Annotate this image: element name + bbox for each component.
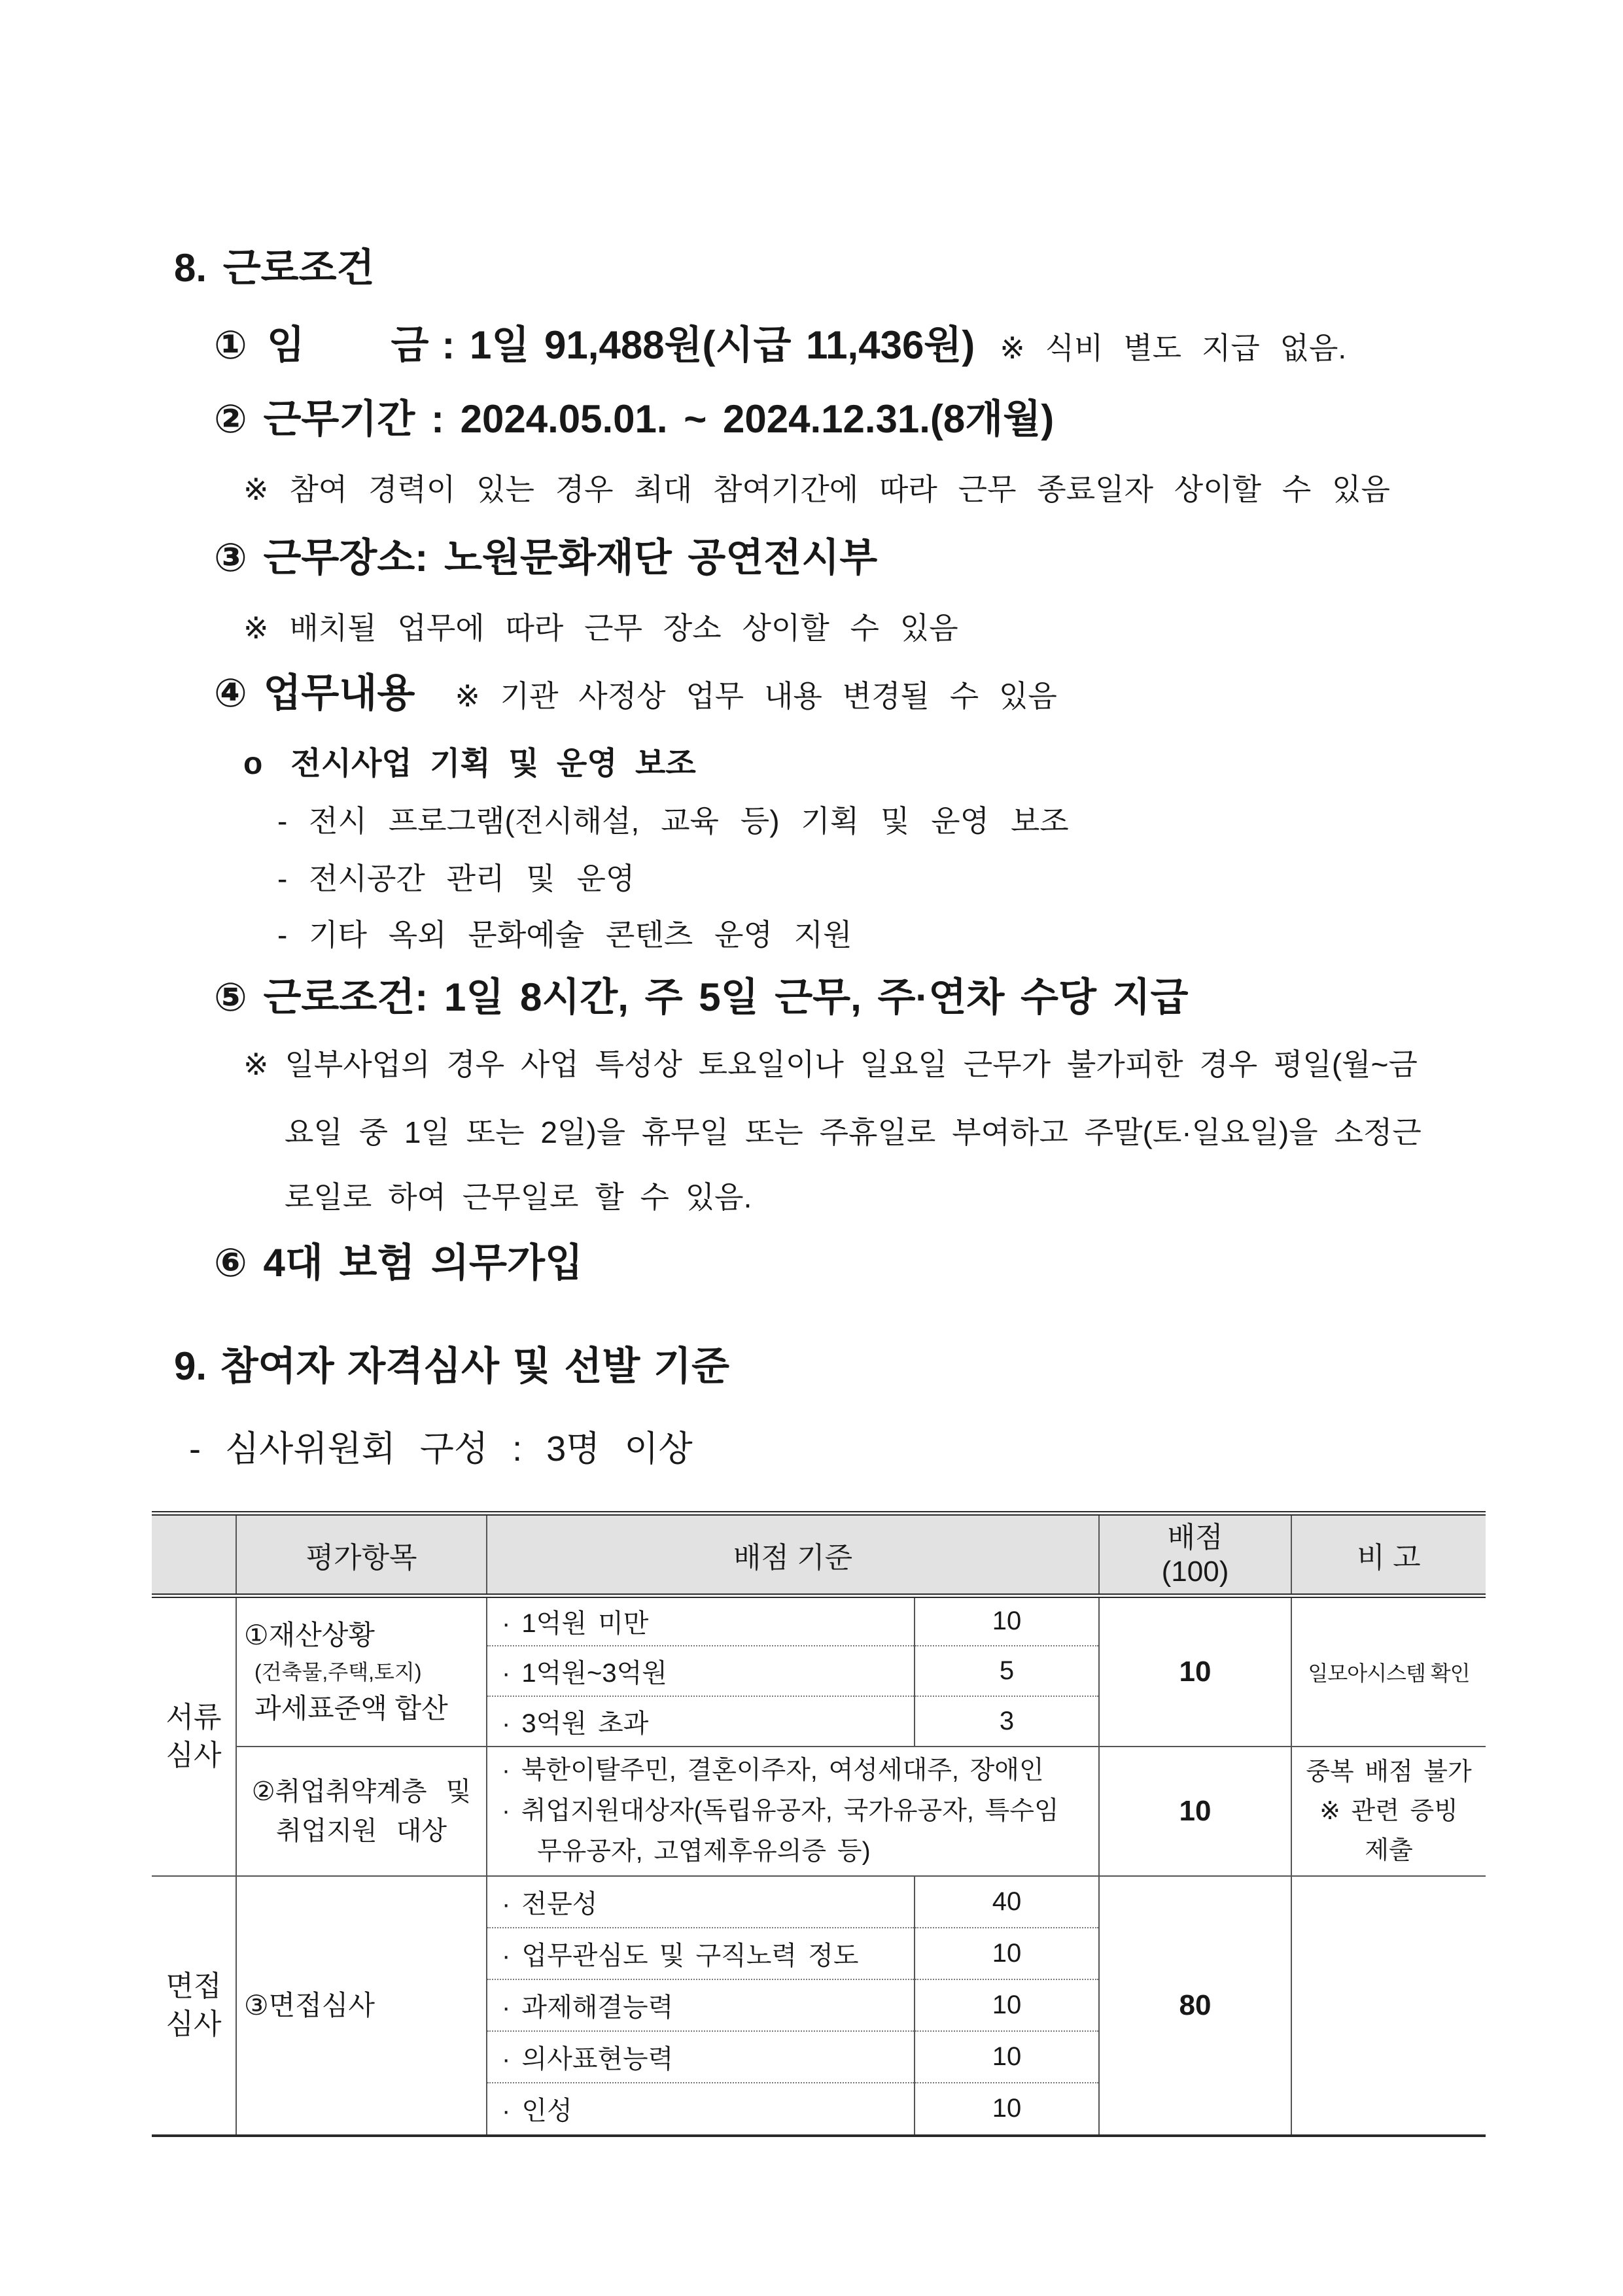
committee-line: - 심사위원회 구성 : 3명 이상 [189, 1429, 693, 1469]
duties-label: ④ 업무내용 [214, 671, 415, 715]
score-interview: 80 [1099, 1876, 1291, 2136]
item-line: (건축물,주택,토지) [254, 1660, 422, 1684]
duties-category-text: 전시사업 기획 및 운영 보조 [290, 746, 696, 781]
stage-label-line: 서류 [166, 1701, 222, 1733]
header-criteria: 배점 기준 [487, 1514, 1099, 1596]
stage-label-line: 심사 [166, 1739, 222, 1771]
criteria-vulnerable [487, 1747, 1099, 1876]
points-cell: 40 [915, 1876, 1099, 1928]
header-remarks: 비 고 [1291, 1514, 1486, 1596]
points-cell: 10 [915, 1979, 1099, 2031]
hours-note-line: ※ 일부사업의 경우 사업 특성상 토요일이나 일요일 근무가 불가피한 경우 평일(월~금 [243, 1047, 1418, 1081]
location-line: ③ 근무장소: 노원문화재단 공연전시부 [214, 536, 878, 580]
points-cell: 10 [915, 2083, 1099, 2136]
criteria-cell: · 인성 [487, 2083, 915, 2136]
wage-line [214, 322, 1346, 369]
item-vulnerable [236, 1747, 487, 1876]
section8-title: 8. 근로조건 [174, 246, 375, 290]
period-note: ※ 참여 경력이 있는 경우 최대 참여기간에 따라 근무 종료일자 상이할 수 있음 [243, 472, 1390, 506]
wage-value: : 1일 91,488원(시급 11,436원) [442, 323, 975, 367]
stage-label-line: 심사 [166, 2008, 222, 2040]
points-cell: 10 [915, 1596, 1099, 1646]
header-score-total: (100) [1161, 1555, 1229, 1588]
hours-note-line: 요일 중 1일 또는 2일)을 휴무일 또는 주휴일로 부여하고 주말(토·일요일)을 소정근 [285, 1115, 1422, 1149]
remarks-line: ※ 관련 증빙 [1319, 1797, 1458, 1825]
score-vulnerable: 10 [1099, 1747, 1291, 1876]
score-property: 10 [1099, 1596, 1291, 1747]
criteria-line: · 취업지원대상자(독립유공자, 국가유공자, 특수임 [502, 1796, 1059, 1825]
criteria-line: 무유공자, 고엽제후유의증 등) [537, 1837, 871, 1866]
wage-marker: ① [214, 323, 247, 367]
criteria-cell: · 과제해결능력 [487, 1979, 915, 2031]
insurance-line: ⑥ 4대 보험 의무가입 [214, 1241, 583, 1285]
points-cell: 3 [915, 1696, 1099, 1747]
item-line: ②취업취약계층 및 [251, 1777, 472, 1806]
points-cell: 10 [915, 2031, 1099, 2083]
hours-line: ⑤ 근로조건: 1일 8시간, 주 5일 근무, 주·연차 수당 지급 [214, 975, 1189, 1019]
duties-category [243, 745, 696, 783]
criteria-cell: · 의사표현능력 [487, 2031, 915, 2083]
table-row [152, 1596, 1486, 1646]
stage-label-line: 면접 [166, 1970, 222, 2002]
circle-bullet-icon: o [243, 746, 263, 781]
table-header-row [152, 1514, 1486, 1596]
remarks-vulnerable [1291, 1747, 1486, 1876]
duties-line [214, 670, 1057, 717]
wage-note: ※ 식비 별도 지급 없음. [1000, 331, 1347, 365]
criteria-cell: · 전문성 [487, 1876, 915, 1928]
location-note: ※ 배치될 업무에 따라 근무 장소 상이할 수 있음 [243, 611, 958, 645]
points-cell: 10 [915, 1928, 1099, 1979]
criteria-cell: · 업무관심도 및 구직노력 정도 [487, 1928, 915, 1979]
stage-interview [152, 1876, 236, 2136]
criteria-cell: · 1억원 미만 [487, 1596, 915, 1646]
points-cell: 5 [915, 1646, 1099, 1696]
duties-task: - 기타 옥외 문화예술 콘텐츠 운영 지원 [277, 918, 852, 952]
remarks-interview [1291, 1876, 1486, 2136]
remarks-line: 중복 배점 불가 [1306, 1758, 1472, 1786]
duties-task: - 전시공간 관리 및 운영 [277, 861, 635, 896]
criteria-cell: · 1억원~3억원 [487, 1646, 915, 1696]
stage-document-review [152, 1596, 236, 1876]
criteria-cell: · 3억원 초과 [487, 1696, 915, 1747]
header-stage-cell [152, 1514, 236, 1596]
item-line: 과세표준액 합산 [254, 1692, 448, 1724]
item-property [236, 1596, 487, 1747]
remarks-property: 일모아시스템 확인 [1291, 1596, 1486, 1747]
evaluation-table [152, 1511, 1486, 2137]
criteria-line: · 북한이탈주민, 결혼이주자, 여성세대주, 장애인 [502, 1756, 1044, 1784]
item-line: ①재산상황 [244, 1619, 375, 1650]
duties-note: ※ 기관 사정상 업무 내용 변경될 수 있음 [455, 679, 1057, 713]
hours-note-line: 로일로 하여 근무일로 할 수 있음. [285, 1180, 752, 1214]
duties-task: - 전시 프로그램(전시해설, 교육 등) 기획 및 운영 보조 [277, 804, 1069, 838]
remarks-line: 제출 [1365, 1836, 1413, 1864]
item-line: ③면접심사 [244, 1989, 375, 2021]
period-line: ② 근무기간 : 2024.05.01. ~ 2024.12.31.(8개월) [214, 397, 1055, 441]
item-interview [236, 1876, 487, 2136]
wage-label: 임 금 [266, 323, 429, 367]
item-line: 취업지원 대상 [276, 1816, 447, 1845]
header-score-label: 배점 [1167, 1521, 1223, 1554]
section9-title: 9. 참여자 자격심사 및 선발 기준 [174, 1344, 729, 1388]
table-row [152, 1747, 1486, 1876]
header-item: 평가항목 [236, 1514, 487, 1596]
table-row [152, 1876, 1486, 1928]
header-score [1099, 1514, 1291, 1596]
